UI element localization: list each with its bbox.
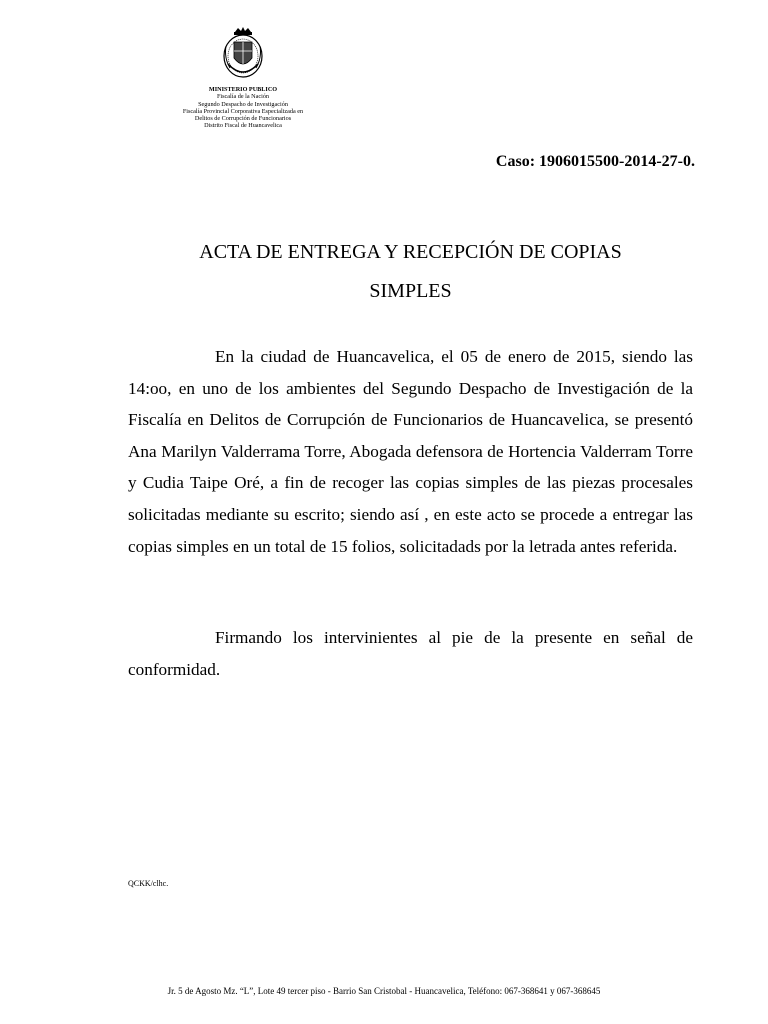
header-line: Segundo Despacho de Investigación bbox=[198, 100, 288, 108]
header-line: Distrito Fiscal de Huancavelica bbox=[204, 122, 282, 130]
body-paragraph-1 bbox=[128, 341, 693, 562]
page-footer-address: Jr. 5 de Agosto Mz. “L”, Lote 49 tercer piso - Barrio San Cristobal - Huancavelica, Teléfono: 067-368641 y 067-368645 bbox=[167, 986, 601, 996]
document-title bbox=[128, 233, 693, 311]
paragraph-2-text: Firmando los intervinientes al pie de la presente en señal de conformidad. bbox=[128, 628, 693, 679]
coat-of-arms-seal-icon bbox=[220, 26, 266, 82]
header-org-name: MINISTERIO PUBLICO bbox=[208, 86, 278, 93]
header-line: Delitos de Corrupción de Funcionarios bbox=[194, 115, 292, 123]
paragraph-1-text: En la ciudad de Huancavelica, el 05 de enero de 2015, siendo las 14:oo, en uno de los ambientes del Segundo Despacho de Investigación de la Fiscalía en Delitos de Corrupción de Funcionarios de Huancavelica, se presentó Ana Marilyn Valderrama Torre, Abogada defensora de Hortencia Valderram Torre y Cudia Taipe Oré, a fin de recoger las copias simples de las piezas procesales solicitadas mediante su escrito; siendo así , en este acto se procede a entregar las copias simples en un total de 15 folios, solicitadads por la letrada antes referida. bbox=[128, 347, 693, 556]
institution-header bbox=[150, 86, 336, 130]
reference-initials: QCKK/clhc. bbox=[128, 879, 169, 888]
case-number: Caso: 1906015500-2014-27-0. bbox=[495, 153, 695, 170]
header-line: Fiscalía de la Nación bbox=[216, 93, 270, 101]
body-paragraph-2 bbox=[128, 622, 693, 685]
title-line-2: SIMPLES bbox=[369, 280, 452, 302]
header-line: Fiscalía Provincial Corporativa Especializada en bbox=[182, 107, 304, 115]
title-line-1: ACTA DE ENTREGA Y RECEPCIÓN DE COPIAS bbox=[199, 241, 622, 263]
